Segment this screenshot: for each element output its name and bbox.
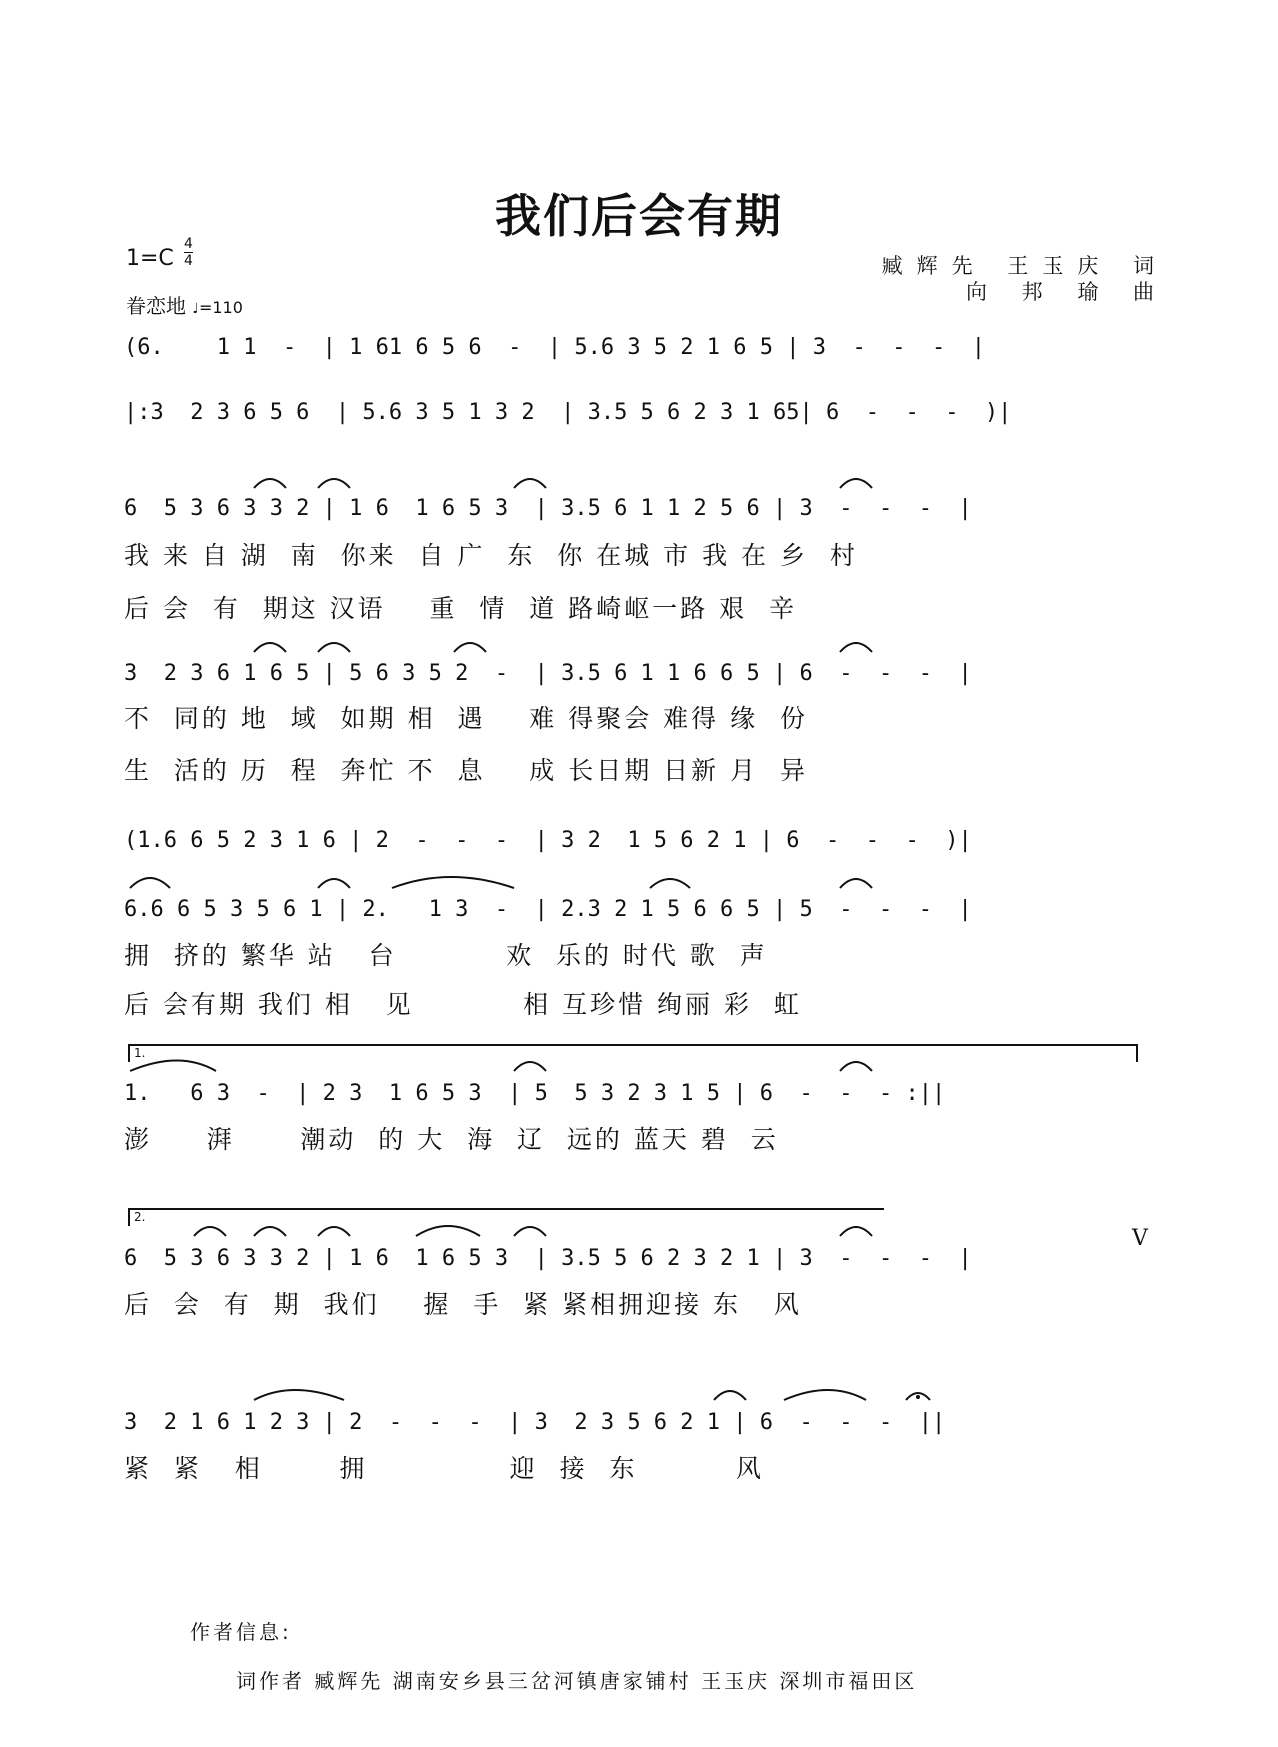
- lyric-line-coda-1: 紧 紧 相 拥 迎 接 东 风: [124, 1454, 764, 1483]
- notation-row-verse-b: 3 2 3 6 1 6 5 | 5 6 3 5 2 - | 3.5 6 1 1 6 6 5 | 6 - - - |: [124, 661, 972, 686]
- first-ending-number: 1.: [134, 1046, 146, 1060]
- composer-credit: 向 邦 瑜 曲: [965, 280, 1168, 304]
- quarter-note-icon: ♩: [192, 301, 199, 317]
- tempo-value: =110: [198, 298, 243, 317]
- lyric-line-verse-b-2: 生 活的 历 程 奔忙 不 息 成 长日期 日新 月 异: [124, 756, 808, 785]
- author-info-line: 词作者 臧辉先 湖南安乡县三岔河镇唐家铺村 王玉庆 深圳市福田区: [236, 1669, 918, 1693]
- author-info-heading: 作者信息:: [190, 1620, 292, 1644]
- lyric-line-chorus-a-2: 后 会有期 我们 相 见 相 互珍惜 绚丽 彩 虹: [124, 990, 802, 1019]
- notation-row-prelude: |:3 2 3 6 5 6 | 5.6 3 5 1 3 2 | 3.5 5 6 2 3 1 65| 6 - - - )|: [124, 400, 1012, 425]
- notation-row-chorus-c: 6 5 3 6 3 3 2 | 1 6 1 6 5 3 | 3.5 5 6 2 3 2 1 | 3 - - - |: [124, 1246, 972, 1271]
- time-signature-top: 4: [184, 236, 193, 252]
- notation-row-coda: 3 2 1 6 1 2 3 | 2 - - - | 3 2 3 5 6 2 1 | 6 - - - ||: [124, 1410, 946, 1435]
- lyric-line-verse-a-2: 后 会 有 期这 汉语 重 情 道 路崎岖一路 艰 辛: [124, 594, 798, 623]
- lyric-line-chorus-c-1: 后 会 有 期 我们 握 手 紧 紧相拥迎接 东 风: [124, 1290, 802, 1319]
- second-ending-number: 2.: [134, 1210, 146, 1224]
- tempo-style: 眷恋地: [126, 294, 186, 318]
- lyric-line-chorus-b-1: 澎 湃 潮动 的 大 海 辽 远的 蓝天 碧 云: [124, 1125, 779, 1154]
- notation-row-interlude: (1.6 6 5 2 3 1 6 | 2 - - - | 3 2 1 5 6 2 1 | 6 - - - )|: [124, 828, 972, 853]
- notation-row-chorus-b: 1. 6 3 - | 2 3 1 6 5 3 | 5 5 3 2 3 1 5 | 6 - - - :||: [124, 1081, 946, 1106]
- notation-row-chorus-a: 6.6 6 5 3 5 6 1 | 2. 1 3 - | 2.3 2 1 5 6 6 5 | 5 - - - |: [124, 897, 972, 922]
- lyric-line-chorus-a-1: 拥 挤的 繁华 站 台 欢 乐的 时代 歌 声: [124, 941, 768, 970]
- lyric-line-verse-a-1: 我 来 自 湖 南 你来 自 广 东 你 在城 市 我 在 乡 村: [124, 541, 858, 570]
- time-signature-bottom: 4: [184, 253, 193, 269]
- notation-row-verse-a: 6 5 3 6 3 3 2 | 1 6 1 6 5 3 | 3.5 6 1 1 2 5 6 | 3 - - - |: [124, 496, 972, 521]
- breath-mark: V: [1132, 1226, 1148, 1251]
- lyricist-credit: 臧辉先 王玉庆 词: [881, 254, 1168, 278]
- song-title: 我们后会有期: [495, 189, 783, 243]
- lyric-line-verse-b-1: 不 同的 地 域 如期 相 遇 难 得聚会 难得 缘 份: [124, 704, 808, 733]
- key-signature: 1=C: [126, 246, 174, 271]
- notation-row-intro: (6. 1 1 - | 1 61 6 5 6 - | 5.6 3 5 2 1 6 5 | 3 - - - |: [124, 335, 985, 360]
